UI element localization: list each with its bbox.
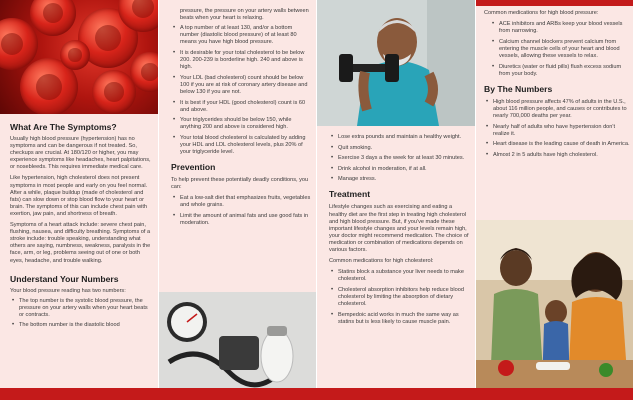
panel-medications-stats — [475, 0, 633, 400]
list-item: • Heart disease is the leading cause of death in America. — [484, 141, 630, 148]
man-with-dumbbell-image — [317, 0, 475, 126]
lifestyle-list — [329, 134, 469, 183]
treatment-intro: Common medications for high cholesterol: — [329, 258, 434, 265]
list-item: • Cholesterol absorption inhibitors help reduce blood cholesterol by limiting the absorption of dietary cholesterol. — [329, 287, 469, 308]
list-item: • Statins block a substance your liver needs to make cholesterol. — [329, 269, 469, 283]
list-item: • Almost 2 in 5 adults have high cholesterol. — [484, 152, 630, 159]
list-item: • Limit the amount of animal fats and use good fats in moderation. — [171, 213, 311, 227]
numbers-list-continued — [171, 25, 311, 156]
list-item: • Eat a low-salt diet that emphasizes fruits, vegetables and whole grains. — [171, 195, 311, 209]
list-item: • The bottom number is the diastolic blood — [10, 322, 152, 329]
bottom-accent-bar — [0, 388, 633, 400]
numbers-list — [10, 298, 152, 330]
list-item: • Your LDL (bad cholesterol) count should be below 100 if you are at risk of coronary artery disease and below 130 if you are not. — [171, 75, 311, 96]
blood-pressure-monitor-image — [159, 292, 316, 388]
statistics-list — [484, 99, 630, 159]
list-item: • Your triglycerides should be below 150, while anything 200 and above is considered high. — [171, 117, 311, 131]
list-item: • Bempedoic acid works in much the same way as statins but is less likely to cause muscle pain. — [329, 312, 469, 326]
list-item: • Nearly half of adults who have hypertension don't realize it. — [484, 124, 630, 138]
red-blood-cells-image — [0, 0, 158, 114]
list-item: • ACE inhibitors and ARBs keep your blood vessels from narrowing. — [490, 21, 630, 35]
prevention-intro: To help prevent these potentially deadly conditions, you can: — [171, 177, 309, 191]
list-item: • Your total blood cholesterol is calculated by adding your HDL and LDL cholesterol levels, plus 20% of your triglyceride level. — [171, 135, 311, 156]
panel-symptoms — [0, 0, 158, 400]
treatment-paragraph: Lifestyle changes such as exercising and eating a healthy diet are the first step in treating high cholesterol and high blood pressure. But, if you've made these important lifestyle changes and your levels remain high, your doctor might recommend medication. The choice of medication or combination of medications depends on various factors. — [329, 204, 469, 254]
family-cooking-image — [476, 220, 633, 388]
list-item: • Drink alcohol in moderation, if at all. — [329, 166, 469, 173]
symptoms-paragraph-2: Like hypertension, high cholesterol does not present symptoms in most people and early on you feel normal. After a while, plaque buildup (made of cholesterol and fats) can slow down or stop blood flow to your heart or brain. The symptoms of this can include chest pain with exertion, jaw pain, and shortness of breath. — [10, 175, 148, 217]
list-item: • Quit smoking. — [329, 145, 469, 152]
list-item: • Manage stress. — [329, 176, 469, 183]
symptoms-paragraph-1: Usually high blood pressure (hypertension) has no symptoms and can be dangerous if not treated. So, checkups are crucial. At 180/120 or higher, you may experience symptoms like headaches, heart palpitations, or nosebleeds. This requires immediate medical care. — [10, 136, 151, 171]
bp-medications-list — [484, 21, 630, 78]
understand-numbers-heading: Understand Your Numbers — [10, 273, 119, 284]
panel-numbers-prevention — [158, 0, 316, 400]
symptoms-paragraph-3: Symptoms of a heart attack include: severe chest pain, flushing, nausea, and difficulty breathing. Symptoms of a stroke include: trouble speaking, understanding what others are saying, numbness, weakness, paralysis in the face, arm, or leg, problems seeing out of one or both eyes, headache, and trouble walking. — [10, 222, 151, 264]
list-item: • It is best if your HDL (good cholesterol) count is 60 and above. — [171, 100, 311, 114]
list-item: • Diuretics (water or fluid pills) flush excess sodium from your body. — [490, 64, 630, 78]
list-item: • The top number is the systolic blood pressure, the pressure on your artery walls when your heart beats or contracts. — [10, 298, 152, 319]
list-item: • Exercise 3 days a the week for at least 30 minutes. — [329, 155, 469, 162]
panel-treatment — [316, 0, 475, 400]
list-item: • Calcium channel blockers prevent calcium from entering the muscle cells of your heart and blood vessels, allowing these vessels to relax. — [490, 39, 630, 60]
prevention-list — [171, 195, 311, 227]
treatment-heading: Treatment — [329, 189, 371, 200]
top-accent-bar — [476, 0, 633, 6]
list-item: • It is desirable for your total cholesterol to be below 200. 200-239 is borderline high. 240 and above is high. — [171, 50, 311, 71]
list-item: • Lose extra pounds and maintain a healthy weight. — [329, 134, 469, 141]
list-item: • High blood pressure affects 47% of adults in the U.S., about 116 million people, and causes or contributes to nearly 700,000 deaths per year. — [484, 99, 630, 120]
symptoms-heading: What Are The Symptoms? — [10, 122, 117, 132]
numbers-intro: Your blood pressure reading has two numbers: — [10, 287, 126, 294]
bp-medications-intro: Common medications for high blood pressure: — [484, 10, 599, 16]
continued-text: pressure, the pressure on your artery walls between beats when your heart is relaxing. — [180, 8, 309, 22]
by-the-numbers-heading: By The Numbers — [484, 83, 553, 94]
cholesterol-medications-list — [329, 269, 469, 326]
prevention-heading: Prevention — [171, 162, 216, 173]
list-item: • A top number of at least 130, and/or a bottom number (diastolic blood pressure) of at least 80 means you have high blood pressure. — [171, 25, 311, 46]
